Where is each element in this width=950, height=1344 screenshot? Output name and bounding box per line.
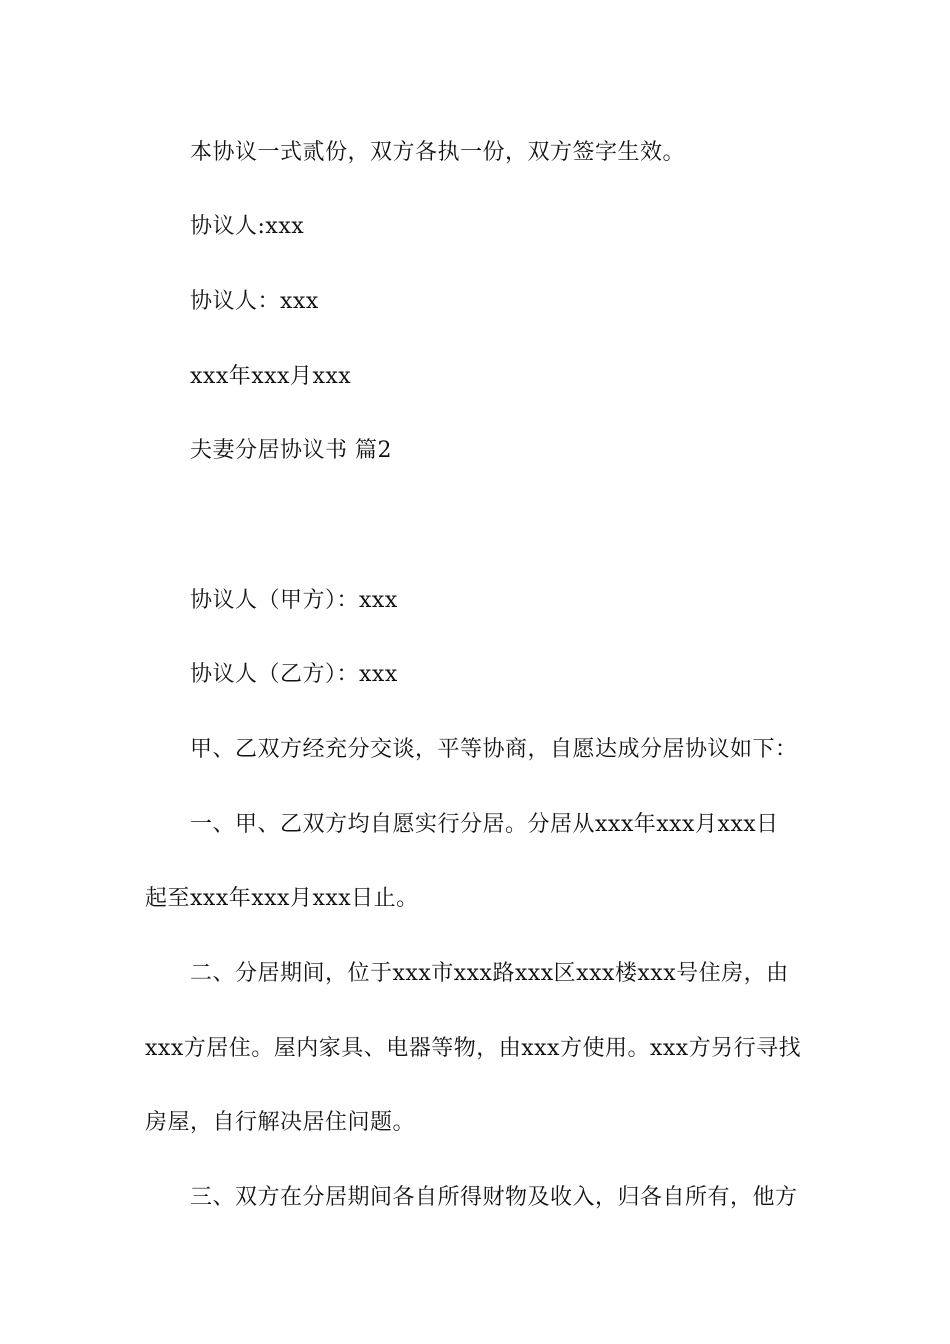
party-a-line: 协议人（甲方）：xxx: [190, 588, 398, 613]
clause-1-line-1: 一、甲、乙双方均自愿实行分居。分居从xxx年xxx月xxx日: [190, 812, 779, 837]
signatory-line-1: 协议人:xxx: [190, 214, 305, 239]
party-b-line: 协议人（乙方）：xxx: [190, 662, 398, 687]
section-title: 夫妻分居协议书 篇2: [190, 438, 392, 463]
preamble-paragraph: 甲、乙双方经充分交谈，平等协商，自愿达成分居协议如下：: [190, 737, 798, 762]
clause-2-line-3: 房屋，自行解决居住问题。: [145, 1110, 416, 1135]
clause-2-line-1: 二、分居期间，位于xxx市xxx路xxx区xxx楼xxx号住房，由: [190, 961, 789, 986]
clause-3-line-1: 三、双方在分居期间各自所得财物及收入，归各自所有，他方: [190, 1185, 798, 1210]
date-line: xxx年xxx月xxx: [190, 364, 352, 389]
clause-2-line-2: xxx方居住。屋内家具、电器等物，由xxx方使用。xxx方另行寻找: [145, 1036, 802, 1061]
clause-1-line-2: 起至xxx年xxx月xxx日止。: [145, 886, 419, 911]
signatory-line-2: 协议人：xxx: [190, 289, 319, 314]
agreement-copies-clause: 本协议一式贰份，双方各执一份，双方签字生效。: [190, 140, 686, 165]
